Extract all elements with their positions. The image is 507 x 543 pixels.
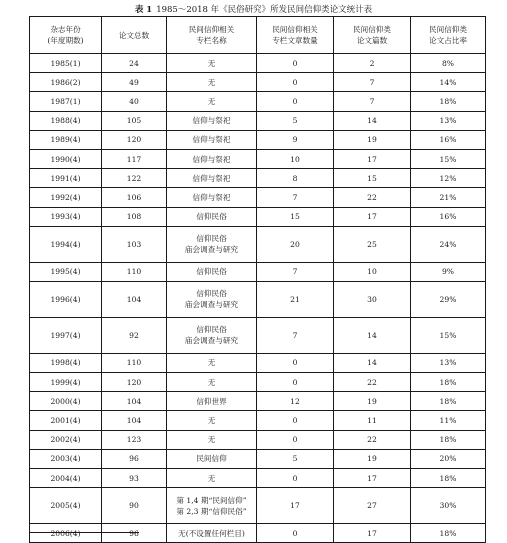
table-row [30, 130, 486, 149]
header-line: 专栏文章数量 [272, 36, 318, 45]
header-line: (年度期数) [47, 36, 84, 45]
cell-paper-count: 22 [334, 430, 411, 449]
cell-year: 2005(4) [30, 488, 102, 524]
header-line: 论文占比率 [429, 36, 467, 45]
header-line: 论文总数 [118, 30, 150, 40]
column-name-line: 无 [207, 96, 216, 106]
cell-column-count: 21 [257, 281, 334, 317]
header-line: 民间信仰相关 [188, 25, 235, 34]
cell-paper-count: 22 [334, 188, 411, 207]
cell-ratio: 20% [411, 449, 486, 468]
cell-year: 2001(4) [30, 411, 102, 430]
column-name-line: 无 [207, 416, 216, 426]
column-name-line: 庙会调查与研究 [184, 336, 239, 346]
cell-paper-count: 17 [334, 469, 411, 488]
cell-ratio: 16% [411, 207, 486, 226]
cell-column-count: 0 [257, 524, 334, 543]
table-row [30, 392, 486, 411]
cell-ratio: 18% [411, 469, 486, 488]
cell-year: 1997(4) [30, 317, 102, 353]
cell-column-name [167, 73, 257, 92]
cell-column-name [167, 353, 257, 372]
cell-ratio: 29% [411, 281, 486, 317]
table-caption-label: 表 1 [134, 5, 153, 15]
cell-total: 108 [102, 207, 167, 226]
table-row [30, 188, 486, 207]
table-row [30, 353, 486, 372]
cell-year: 1993(4) [30, 207, 102, 226]
table-row [30, 317, 486, 353]
table-row [30, 430, 486, 449]
cell-total: 106 [102, 188, 167, 207]
cell-year: 1989(4) [30, 130, 102, 149]
cell-total: 110 [102, 262, 167, 281]
column-name-line: 庙会调查与研究 [184, 300, 239, 310]
cell-ratio: 24% [411, 226, 486, 262]
column-name-line: 无(不设置任何栏目) [178, 528, 245, 538]
cell-ratio: 21% [411, 188, 486, 207]
cell-year: 2006(4) [30, 524, 102, 543]
cell-column-count: 0 [257, 411, 334, 430]
cell-column-name [167, 373, 257, 392]
cell-paper-count: 17 [334, 149, 411, 168]
cell-column-count: 0 [257, 92, 334, 111]
cell-ratio: 18% [411, 92, 486, 111]
column-name-line: 信仰与祭祀 [192, 192, 231, 202]
cell-paper-count: 14 [334, 353, 411, 372]
header-line: 民间信仰相关 [272, 25, 318, 34]
cell-year: 1999(4) [30, 373, 102, 392]
table-row [30, 149, 486, 168]
cell-column-count: 0 [257, 373, 334, 392]
cell-paper-count: 7 [334, 92, 411, 111]
cell-ratio: 18% [411, 430, 486, 449]
cell-year: 1995(4) [30, 262, 102, 281]
column-name-line: 信仰民俗 [196, 212, 227, 222]
table-row [30, 281, 486, 317]
cell-total: 49 [102, 73, 167, 92]
cell-year: 2002(4) [30, 430, 102, 449]
column-name-line: 无 [207, 377, 216, 387]
column-name-line: 信仰民俗 [196, 325, 227, 335]
cell-paper-count: 11 [334, 411, 411, 430]
cell-paper-count: 30 [334, 281, 411, 317]
cell-total: 40 [102, 92, 167, 111]
cell-paper-count: 14 [334, 317, 411, 353]
cell-year: 1994(4) [30, 226, 102, 262]
cell-column-name [167, 469, 257, 488]
cell-column-count: 8 [257, 169, 334, 188]
cell-paper-count: 10 [334, 262, 411, 281]
column-name-line: 信仰世界 [196, 396, 227, 406]
cell-column-name [167, 392, 257, 411]
cell-ratio: 11% [411, 411, 486, 430]
cell-column-count: 7 [257, 188, 334, 207]
cell-column-name [167, 207, 257, 226]
table-row [30, 524, 486, 543]
cell-paper-count: 25 [334, 226, 411, 262]
cell-year: 1987(1) [30, 92, 102, 111]
cell-column-name [167, 262, 257, 281]
table-row [30, 207, 486, 226]
cell-year: 2000(4) [30, 392, 102, 411]
cell-year: 1992(4) [30, 188, 102, 207]
header-line: 杂志年份 [50, 25, 81, 34]
column-name-line: 信仰与祭祀 [192, 173, 231, 183]
column-name-line: 信仰与祭祀 [192, 154, 231, 164]
table-row [30, 169, 486, 188]
cell-year: 1990(4) [30, 149, 102, 168]
cell-column-name [167, 111, 257, 130]
cell-column-name [167, 54, 257, 73]
cell-column-name [167, 130, 257, 149]
column-name-line: 庙会调查与研究 [184, 245, 239, 255]
column-name-line: 民间信仰 [196, 454, 227, 464]
cell-total: 96 [102, 449, 167, 468]
cell-column-name [167, 317, 257, 353]
cell-column-name [167, 92, 257, 111]
cell-year: 1998(4) [30, 353, 102, 372]
column-name-line: 无 [207, 435, 216, 445]
cell-ratio: 12% [411, 169, 486, 188]
cell-ratio: 18% [411, 373, 486, 392]
cell-column-name [167, 226, 257, 262]
table-row [30, 73, 486, 92]
table-row [30, 488, 486, 524]
cell-year: 1991(4) [30, 169, 102, 188]
table-row [30, 469, 486, 488]
cell-column-count: 5 [257, 111, 334, 130]
table-row [30, 54, 486, 73]
header-column-name [167, 17, 257, 54]
column-name-line: 信仰与祭祀 [192, 116, 231, 126]
cell-column-count: 12 [257, 392, 334, 411]
cell-paper-count: 27 [334, 488, 411, 524]
cell-total: 93 [102, 469, 167, 488]
cell-column-count: 5 [257, 449, 334, 468]
cell-ratio: 13% [411, 353, 486, 372]
cell-column-name [167, 281, 257, 317]
cell-ratio: 9% [411, 262, 486, 281]
header-line: 专栏名称 [196, 36, 227, 45]
column-name-line: 无 [207, 358, 216, 368]
header-line: 民间信仰类 [429, 25, 467, 34]
cell-ratio: 18% [411, 524, 486, 543]
cell-column-count: 0 [257, 54, 334, 73]
cell-total: 120 [102, 373, 167, 392]
table-caption-text: 1985～2018 年《民俗研究》所发民间信仰类论文统计表 [156, 5, 373, 15]
table-row [30, 373, 486, 392]
cell-ratio: 16% [411, 130, 486, 149]
cell-year: 2004(4) [30, 469, 102, 488]
cell-total: 90 [102, 488, 167, 524]
cell-column-count: 17 [257, 488, 334, 524]
cell-column-count: 0 [257, 353, 334, 372]
cell-total: 104 [102, 392, 167, 411]
cell-paper-count: 14 [334, 111, 411, 130]
cell-column-name [167, 488, 257, 524]
cell-paper-count: 22 [334, 373, 411, 392]
column-name-line: 信仰民俗 [196, 289, 227, 299]
cell-total: 92 [102, 317, 167, 353]
cell-column-name [167, 449, 257, 468]
table-row [30, 449, 486, 468]
cell-column-count: 0 [257, 430, 334, 449]
cell-year: 1996(4) [30, 281, 102, 317]
cell-ratio: 8% [411, 54, 486, 73]
header-ratio [411, 17, 486, 54]
header-row [30, 17, 486, 54]
cell-paper-count: 17 [334, 207, 411, 226]
table-row [30, 111, 486, 130]
cell-year: 1988(4) [30, 111, 102, 130]
cell-column-name [167, 411, 257, 430]
cell-total: 117 [102, 149, 167, 168]
cell-total: 104 [102, 411, 167, 430]
cell-paper-count: 2 [334, 54, 411, 73]
cell-ratio: 14% [411, 73, 486, 92]
cell-paper-count: 17 [334, 524, 411, 543]
table-caption [0, 3, 507, 15]
cell-total: 104 [102, 281, 167, 317]
cell-ratio: 18% [411, 392, 486, 411]
cell-paper-count: 19 [334, 130, 411, 149]
column-name-line: 信仰与祭祀 [192, 135, 231, 145]
cell-column-count: 9 [257, 130, 334, 149]
header-total [102, 17, 167, 54]
cell-total: 24 [102, 54, 167, 73]
cell-column-count: 10 [257, 149, 334, 168]
cell-ratio: 15% [411, 149, 486, 168]
column-name-line: 第 1,4 期“民间信仰” [176, 495, 247, 505]
cell-year: 1985(1) [30, 54, 102, 73]
cell-year: 2003(4) [30, 449, 102, 468]
cell-paper-count: 19 [334, 449, 411, 468]
header-line: 民间信仰类 [353, 25, 391, 34]
table-row [30, 262, 486, 281]
table-row [30, 411, 486, 430]
cell-column-name [167, 430, 257, 449]
column-name-line: 信仰民俗 [196, 234, 227, 244]
cell-total: 105 [102, 111, 167, 130]
cell-column-count: 0 [257, 469, 334, 488]
column-name-line: 信仰民俗 [196, 267, 227, 277]
header-paper-count [334, 17, 411, 54]
cell-total: 96 [102, 524, 167, 543]
cell-column-count: 0 [257, 73, 334, 92]
cell-column-name [167, 169, 257, 188]
cell-paper-count: 19 [334, 392, 411, 411]
header-year [30, 17, 102, 54]
cell-column-name [167, 524, 257, 543]
cell-ratio: 30% [411, 488, 486, 524]
cell-total: 103 [102, 226, 167, 262]
cell-year: 1986(2) [30, 73, 102, 92]
table-body [30, 54, 486, 543]
cell-column-count: 20 [257, 226, 334, 262]
cell-ratio: 15% [411, 317, 486, 353]
column-name-line: 无 [207, 77, 216, 87]
cell-column-count: 7 [257, 317, 334, 353]
cell-column-count: 7 [257, 262, 334, 281]
table-header [30, 17, 486, 54]
table-row [30, 226, 486, 262]
column-name-line: 无 [207, 58, 216, 68]
column-name-line: 第 2,3 期“信仰民俗” [176, 506, 247, 516]
column-name-line: 无 [207, 473, 216, 483]
header-line: 论文篇数 [356, 36, 388, 45]
cell-paper-count: 15 [334, 169, 411, 188]
cell-column-name [167, 149, 257, 168]
cell-total: 120 [102, 130, 167, 149]
cell-total: 110 [102, 353, 167, 372]
cell-column-count: 15 [257, 207, 334, 226]
cell-paper-count: 7 [334, 73, 411, 92]
journal-statistics-table [29, 16, 486, 543]
cell-ratio: 13% [411, 111, 486, 130]
table-row [30, 92, 486, 111]
cell-total: 123 [102, 430, 167, 449]
cell-column-name [167, 188, 257, 207]
footnote-rule [29, 532, 139, 533]
header-column-count [257, 17, 334, 54]
cell-total: 122 [102, 169, 167, 188]
